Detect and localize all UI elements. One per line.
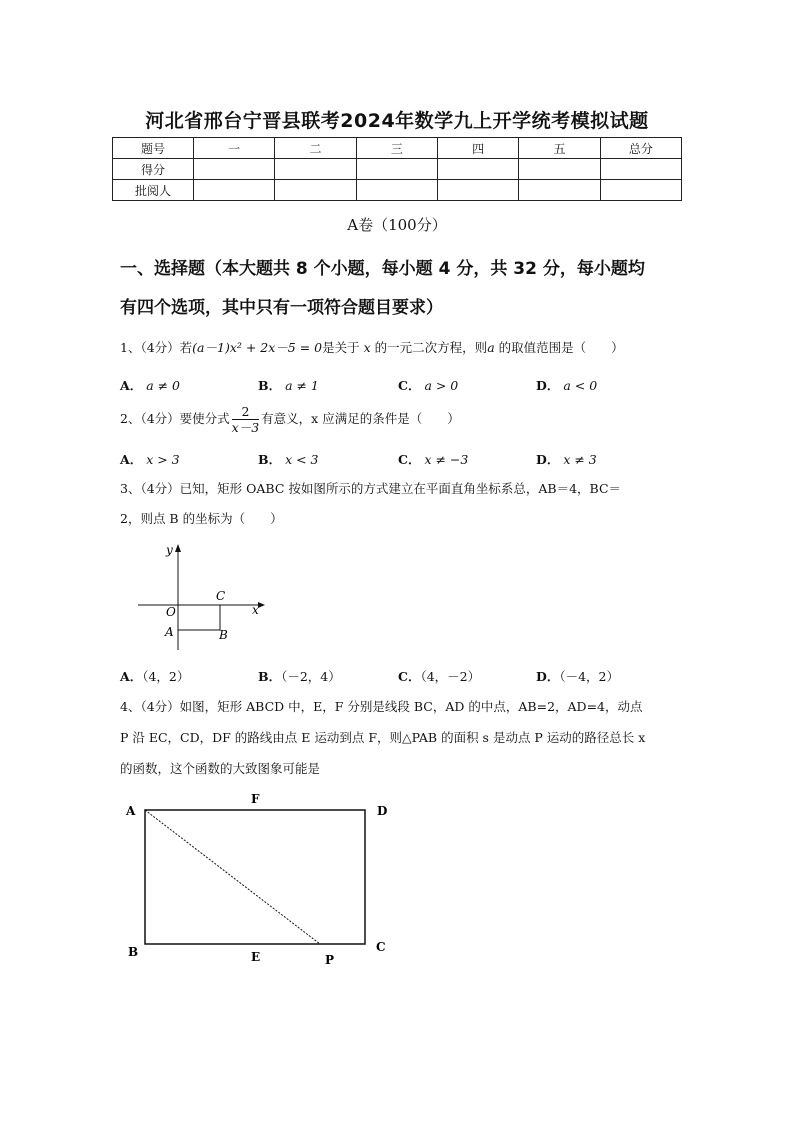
option-label: D． <box>536 452 560 467</box>
score-table-row <box>113 159 682 180</box>
q1-suffix: 的取值范围是（ ） <box>498 340 624 355</box>
q2-denominator: x－3 <box>231 420 260 435</box>
label-c: C <box>376 940 386 954</box>
option-text: x ≠ −3 <box>424 452 469 467</box>
label-b: B <box>128 945 139 959</box>
score-cell[interactable] <box>519 159 600 180</box>
option-label: C． <box>398 669 421 684</box>
q4-rectangle-figure <box>118 786 398 972</box>
label-c: C <box>216 589 226 603</box>
q2-fraction <box>232 404 260 435</box>
q1-option-d[interactable] <box>536 376 597 394</box>
option-label: A． <box>120 669 143 684</box>
score-cell[interactable] <box>600 159 681 180</box>
option-label: C． <box>398 452 421 467</box>
q1-mid: 是关于 <box>322 340 360 355</box>
part1-heading-line2: 有四个选项，其中只有一项符合题目要求） <box>120 298 443 318</box>
question-4-line1: 4、（4分）如图，矩形 ABCD 中，E，F 分别是线段 BC，AD 的中点，AB=2，AD=4，动点 <box>120 699 643 714</box>
label-p: P <box>325 953 335 967</box>
option-text: （4，2） <box>142 669 190 684</box>
option-text: x > 3 <box>146 452 180 467</box>
q1-option-b[interactable] <box>258 376 319 394</box>
option-text: （4，－2） <box>420 669 481 684</box>
option-text: （－4，2） <box>559 669 619 684</box>
q1-var-x: x <box>363 340 371 355</box>
q2-option-c[interactable] <box>398 450 468 468</box>
option-text: x ≠ 3 <box>563 452 597 467</box>
option-text: a ≠ 0 <box>146 378 181 393</box>
rectangle-oabc <box>178 605 220 630</box>
option-label: B． <box>258 669 282 684</box>
label-d: D <box>377 804 388 818</box>
label-b: B <box>219 628 228 642</box>
option-text: a < 0 <box>563 378 598 393</box>
label-y: y <box>166 543 173 557</box>
table-header-cell: 总分 <box>600 138 681 159</box>
row-label: 批阅人 <box>113 180 194 201</box>
score-cell[interactable] <box>519 180 600 201</box>
q3-option-a[interactable] <box>120 667 189 685</box>
q1-option-a[interactable] <box>120 376 180 394</box>
q2-numerator: 2 <box>232 404 260 420</box>
option-text: （－2，4） <box>281 669 341 684</box>
table-header-cell: 题号 <box>113 138 194 159</box>
label-x: x <box>252 603 259 617</box>
segment-ap <box>145 810 320 944</box>
table-header-cell: 二 <box>275 138 356 159</box>
label-f: F <box>251 792 260 806</box>
question-4-line2: P 沿 EC，CD，DF 的路线由点 E 运动到点 F，则△PAB 的面积 s 是动点 P 运动的路径总长 x <box>120 730 646 745</box>
score-cell[interactable] <box>437 180 518 201</box>
part1-heading-line1: 一、选择题（本大题共 8 个小题，每小题 4 分，共 32 分，每小题均 <box>120 259 645 279</box>
q3-option-d[interactable] <box>536 667 619 685</box>
page-title: 河北省邢台宁晋县联考2024年数学九上开学统考模拟试题 <box>145 110 649 132</box>
option-label: B． <box>258 378 282 393</box>
q3-option-b[interactable] <box>258 667 341 685</box>
section-a-heading: A卷（100分） <box>347 216 447 234</box>
q1-var-a: a <box>487 340 495 355</box>
option-text: a > 0 <box>424 378 459 393</box>
q2-option-d[interactable] <box>536 450 597 468</box>
label-a: A <box>165 625 174 639</box>
q3-coordinate-figure <box>130 538 270 658</box>
question-3-line1: 3、（4分）已知，矩形 OABC 按如图所示的方式建立在平面直角坐标系总，AB＝4，BC＝ <box>120 481 622 496</box>
score-cell[interactable] <box>275 180 356 201</box>
score-cell[interactable] <box>600 180 681 201</box>
question-4-line3: 的函数，这个函数的大致图象可能是 <box>120 761 321 776</box>
label-e: E <box>251 950 261 964</box>
q2-option-b[interactable] <box>258 450 319 468</box>
question-1 <box>120 338 685 358</box>
q1-prefix: 1、（4分）若 <box>120 340 193 355</box>
score-table <box>112 137 682 201</box>
table-header-cell: 四 <box>437 138 518 159</box>
q1-option-c[interactable] <box>398 376 458 394</box>
score-table-row <box>113 180 682 201</box>
option-label: B． <box>258 452 282 467</box>
label-a: A <box>126 804 136 818</box>
row-label: 得分 <box>113 159 194 180</box>
x-axis-arrow-icon <box>258 602 265 608</box>
score-cell[interactable] <box>194 159 275 180</box>
score-cell[interactable] <box>194 180 275 201</box>
q2-suffix: 有意义，x 应满足的条件是（ ） <box>261 411 460 426</box>
q1-mid2: 的一元二次方程，则 <box>374 340 488 355</box>
option-label: A． <box>120 378 143 393</box>
table-header-cell: 一 <box>194 138 275 159</box>
q2-option-a[interactable] <box>120 450 180 468</box>
score-cell[interactable] <box>356 159 437 180</box>
table-header-cell: 三 <box>356 138 437 159</box>
rectangle-abcd <box>145 810 365 944</box>
question-2 <box>120 404 685 435</box>
score-table-header-row <box>113 138 682 159</box>
y-axis-arrow-icon <box>175 544 181 552</box>
label-o: O <box>166 605 176 619</box>
q2-prefix: 2、（4分）要使分式 <box>120 411 230 426</box>
score-cell[interactable] <box>275 159 356 180</box>
score-cell[interactable] <box>356 180 437 201</box>
q1-equation: (a－1)x² + 2x－5 = 0 <box>192 340 323 355</box>
option-label: C． <box>398 378 421 393</box>
table-header-cell: 五 <box>519 138 600 159</box>
option-label: A． <box>120 452 143 467</box>
question-3-line2: 2，则点 B 的坐标为（ ） <box>120 511 283 526</box>
option-label: D． <box>536 378 560 393</box>
score-cell[interactable] <box>437 159 518 180</box>
option-label: D． <box>536 669 560 684</box>
q3-option-c[interactable] <box>398 667 480 685</box>
option-text: x < 3 <box>285 452 319 467</box>
option-text: a ≠ 1 <box>285 378 319 393</box>
